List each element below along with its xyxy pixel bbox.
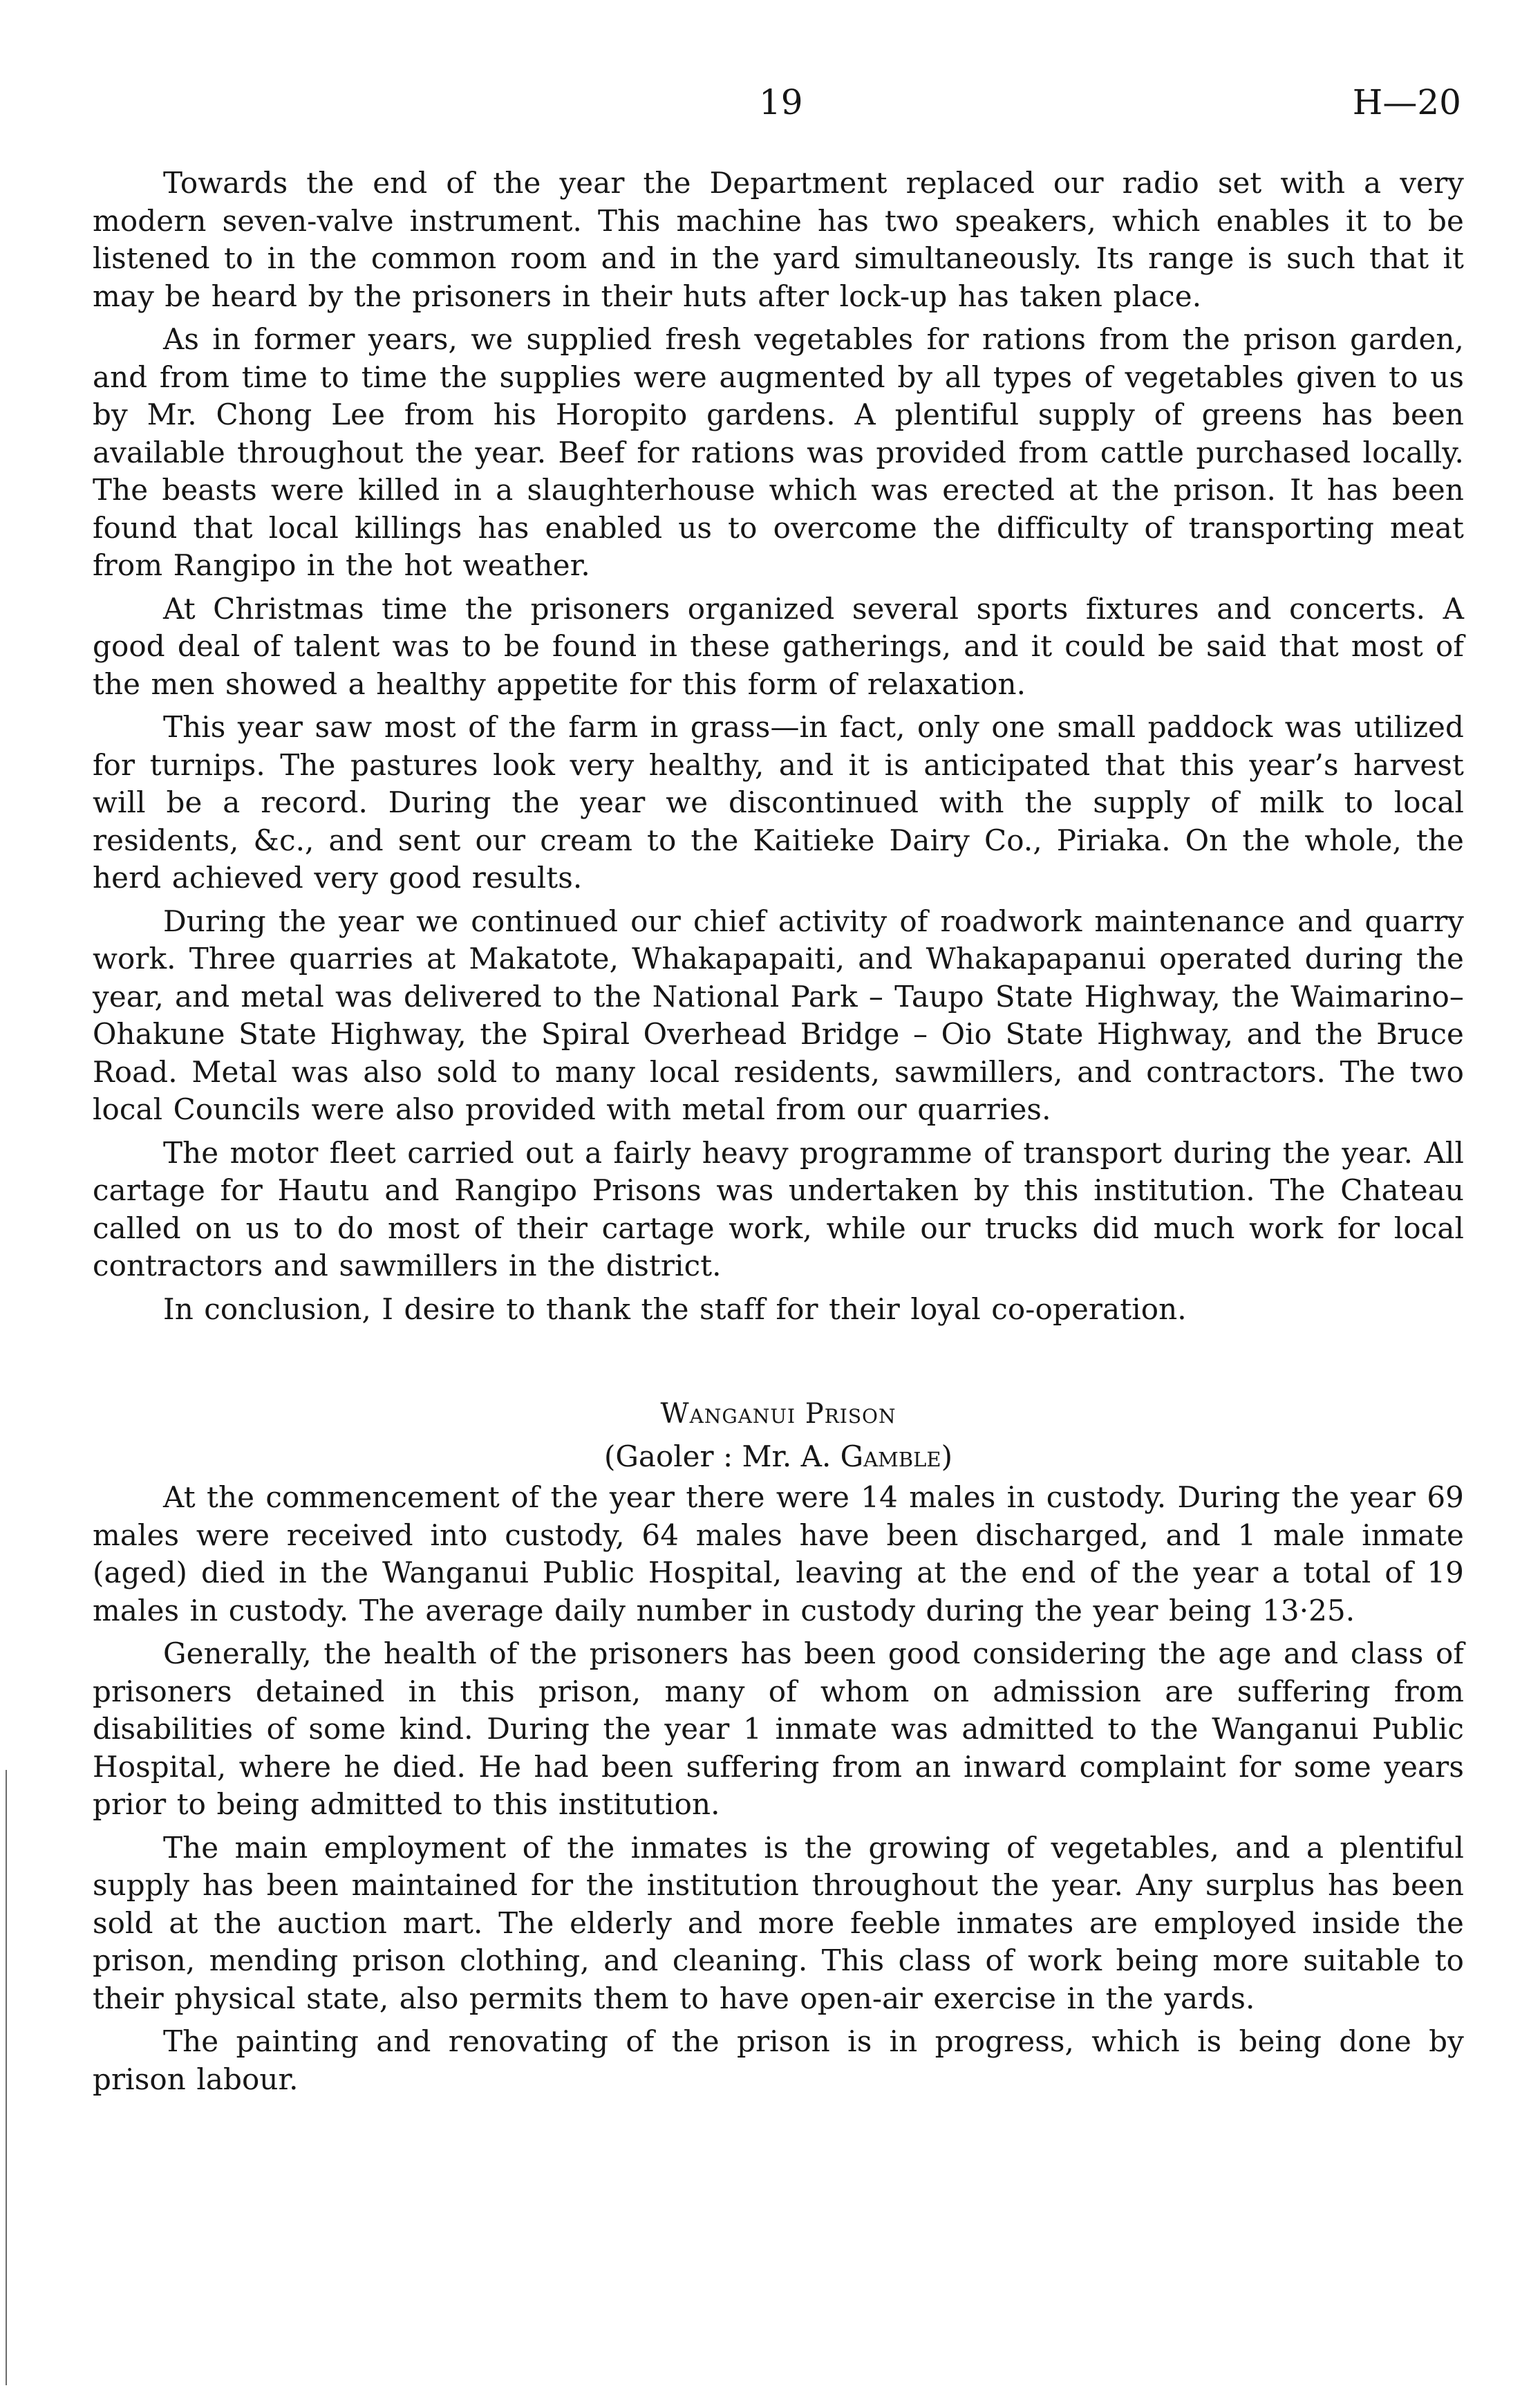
body-text [93,165,1464,2098]
paragraph-employment: The main employment of the inmates is the growing of vegetables, and a plentiful supply has been maintained for the institution throughout the year. Any surplus has been sold at the auction mart. The elderly and more feeble inmates are employed inside the prison, mending prison clothing, and cleaning. This class of work being more suitable to their physical state, also permits them to have open-air exercise in the yards. [93,1830,1464,2015]
subtitle-suffix: ) [941,1439,952,1473]
paragraph-vegetables-rations: As in former years, we supplied fresh vegetables for rations from the prison garden, and from time to time the supplies were augmented by all types of vegetables given to us by Mr. Chong Lee from his Horopito gardens. A plentiful supply of greens has been available throughout the year. Beef for rations was provided from cattle purchased locally. The beasts were killed in a slaughterhouse which was erected at the prison. It has been found that local killings has enabled us to overcome the difficulty of transporting meat from Rangipo in the hot weather. [93,322,1464,582]
paragraph-radio-set: Towards the end of the year the Department replaced our radio set with a very modern seven-valve instrument. This machine has two speakers, which enables it to be listened to in the common room and in the yard simultaneously. Its range is such that it may be heard by the prisoners in their huts after lock-up has taken place. [93,166,1464,313]
paragraph-custody: At the commencement of the year there were 14 males in custody. During the year 69 males were received into custody, 64 males have been discharged, and 1 male inmate (aged) died in the Wanganui Public Hospital, leaving at the end of the year a total of 19 males in custody. The average daily number in custody during the year being 13·25. [93,1480,1464,1627]
scan-margin-line [6,1770,7,2385]
paragraph-farm: This year saw most of the farm in grass—in fact, only one small paddock was utilized for turnips. The pastures look very healthy, and it is anticipated that this year’s harvest will be a record. During the year we discontinued with the supply of milk to local residents, &c., and sent our cream to the Kaitieke Dairy Co., Piriaka. On the whole, the herd achieved very good results. [93,710,1464,895]
subtitle-prefix: (Gaoler : Mr. A. [603,1439,841,1473]
page-number: 19 [759,82,803,122]
section-subtitle [93,1437,1464,1476]
section-heading [93,1394,1464,1476]
paragraph-painting: The painting and renovating of the prison is in progress, which is being done by prison labour. [93,2024,1464,2096]
gaoler-name: Gamble [840,1439,941,1473]
page-header [0,82,1540,130]
paragraph-motor-fleet: The motor fleet carried out a fairly heavy programme of transport during the year. All cartage for Hautu and Rangipo Prisons was undertaken by this institution. The Chateau called on us to do most of their cartage work, while our trucks did much work for local contractors and sawmillers in the district. [93,1135,1464,1282]
paragraph-christmas: At Christmas time the prisoners organized several sports fixtures and concerts. A good deal of talent was to be found in these gatherings, and it could be said that most of the men showed a healthy appetite for this form of relaxation. [93,591,1464,701]
paragraph-conclusion: In conclusion, I desire to thank the staff for their loyal co-operation. [163,1291,1187,1326]
section-title: Wanganui Prison [660,1398,896,1430]
document-reference: H—20 [1352,82,1461,122]
paragraph-health: Generally, the health of the prisoners has been good considering the age and class of prisoners detained in this prison, many of whom on admission are suffering from disabilities of some kind. During the year 1 inmate was admitted to the Wanganui Public Hospital, where he died. He had been suffering from an inward complaint for some years prior to being admitted to this institution. [93,1636,1464,1821]
paragraph-roadwork: During the year we continued our chief activity of roadwork maintenance and quarry work. Three quarries at Makatote, Whakapapaiti, and Whakapapanui operated during the year, and metal was delivered to the National Park – Taupo State Highway, the Waimarino–Ohakune State Highway, the Spiral Overhead Bridge – Oio State Highway, and the Bruce Road. Metal was also sold to many local residents, sawmillers, and contractors. The two local Councils were also provided with metal from our quarries. [93,904,1464,1126]
